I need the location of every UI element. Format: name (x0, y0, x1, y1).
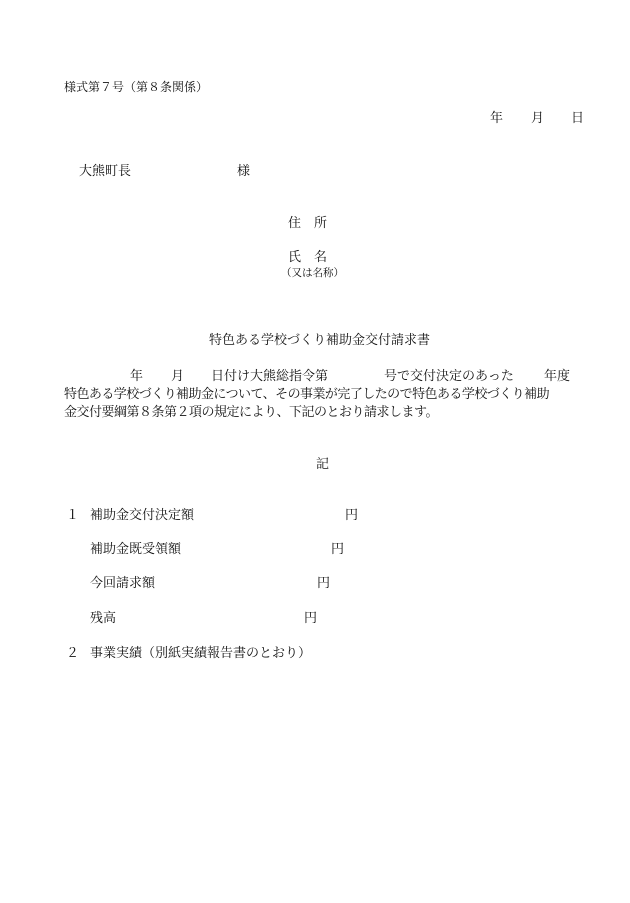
date-day-label: 日 (571, 111, 585, 126)
address-label: 住 所 (288, 216, 328, 231)
body-fiscal-year-label: 年度 (544, 369, 571, 384)
request-amount-label: 今回請求額 (90, 576, 156, 591)
received-amount-unit: 円 (331, 542, 345, 557)
balance-unit: 円 (304, 611, 318, 626)
name-note: （又は名称） (281, 267, 344, 279)
item-2-number: ２ (66, 646, 80, 661)
body-line-3: 金交付要綱第８条第２項の規定により、下記のとおり請求します。 (64, 405, 438, 420)
balance-label: 残高 (90, 611, 117, 626)
ki-heading: 記 (316, 457, 330, 472)
addressee-honorific: 様 (237, 164, 251, 179)
project-results-label: 事業実績（別紙実績報告書のとおり） (90, 646, 312, 661)
document-title: 特色ある学校づくり補助金交付請求書 (209, 333, 431, 348)
body-line-2: 特色ある学校づくり補助金について、その事業が完了したので特色ある学校づくり補助 (64, 387, 550, 402)
date-month-label: 月 (531, 111, 545, 126)
body-year-label: 年 (130, 369, 144, 384)
name-label: 氏 名 (288, 250, 328, 265)
body-date-suffix: 日付け大熊総指令第 (211, 369, 329, 384)
request-amount-unit: 円 (317, 576, 331, 591)
received-amount-label: 補助金既受領額 (90, 542, 182, 557)
addressee-name: 大熊町長 (79, 164, 132, 179)
decision-amount-unit: 円 (345, 508, 359, 523)
body-number-suffix: 号で交付決定のあった (384, 369, 514, 384)
form-label: 様式第７号（第８条関係） (64, 80, 209, 94)
date-year-label: 年 (490, 111, 504, 126)
decision-amount-label: 補助金交付決定額 (90, 508, 195, 523)
body-month-label: 月 (171, 369, 185, 384)
item-1-number: １ (66, 508, 80, 523)
